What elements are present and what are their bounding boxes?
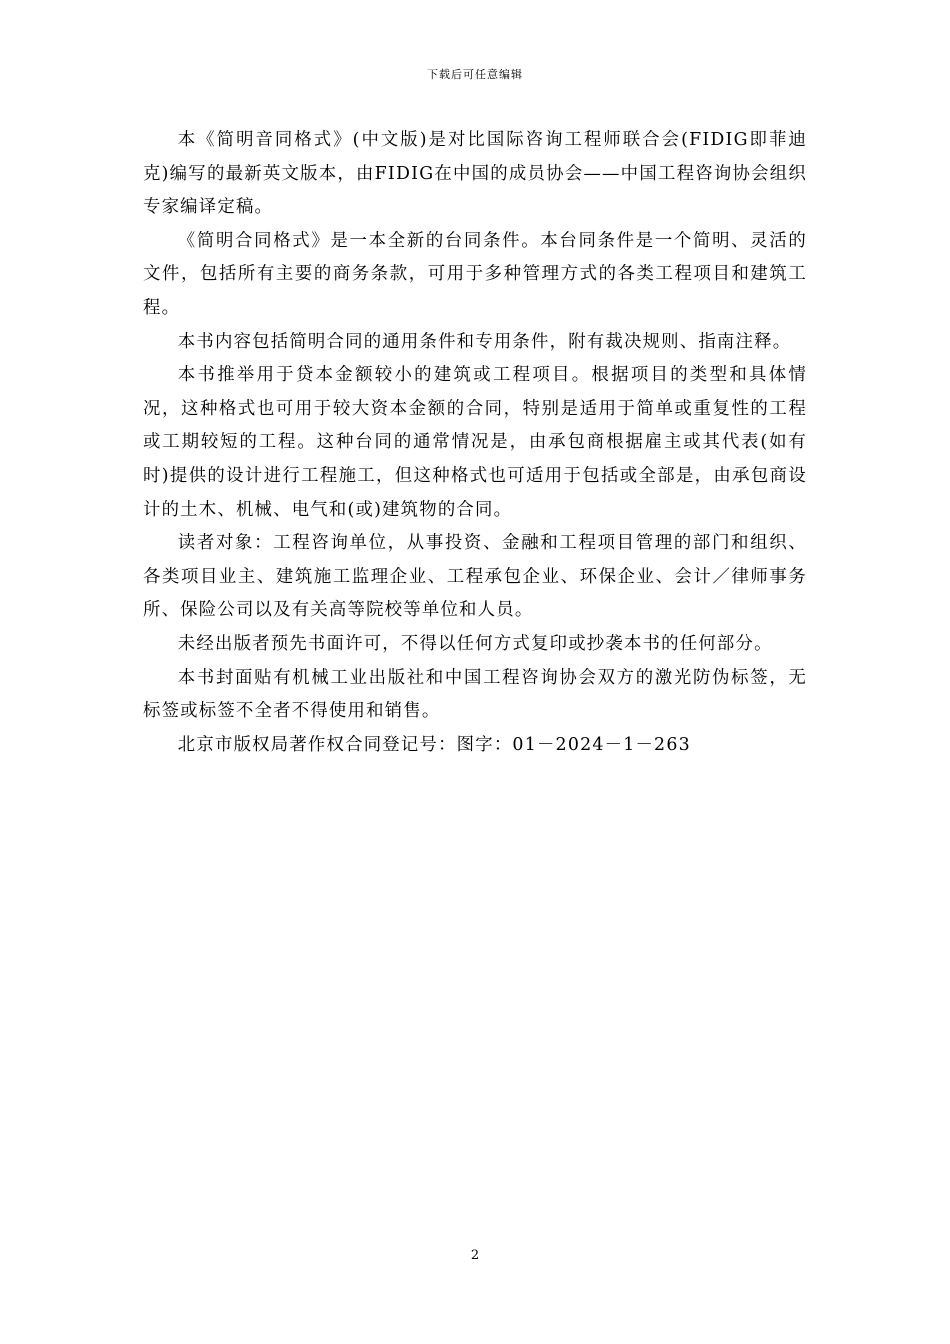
paragraph-recommended-use: 本书推举用于贷本金额较小的建筑或工程项目。根据项目的类型和具体情况，这种格式也可用于较大资本金额的合同，特别是适用于简单或重复性的工程或工期较短的工程。这种台同的通常情况是，由承包商根据雇主或其代表(如有时)提供的设计进行工程施工，但这种格式也可适用于包括或全部是，由承包商设计的土木、机械、电气和(或)建筑物的合同。 [143,365,807,520]
paragraph-registration-number: 北京市版权局著作权合同登记号：图字：01－2024－1－263 [177,734,691,755]
paragraph-target-readers: 读者对象：工程咨询单位，从事投资、金融和工程项目管理的部门和组织、各类项目业主、建筑施工监理企业、工程承包企业、环保企业、会计／律师事务所、保险公司以及有关高等院校等单位和人员。 [143,533,807,621]
paragraph-edition-note: 本《简明音同格式》(中文版)是对比国际咨询工程师联合会(FIDIG即菲迪克)编写的最新英文版本，由FIDIG在中国的成员协会——中国工程咨询协会组织专家编译定稿。 [143,130,807,218]
paragraph-book-contents: 本书内容包括简明合同的通用条件和专用条件，附有裁决规则、指南注释。 [177,331,792,352]
paragraph-contract-overview: 《简明合同格式》是一本全新的台同条件。本台同条件是一个简明、灵活的文件，包括所有主要的商务条款，可用于多种管理方式的各类工程项目和建筑工程。 [143,230,807,318]
page-number: 2 [470,1248,480,1263]
paragraph-copyright-notice: 未经出版者预先书面许可，不得以任何方式复印或抄袭本书的任何部分。 [177,633,773,654]
document-body [143,124,807,762]
paragraph-anti-counterfeit-label: 本书封面贴有机械工业出版社和中国工程咨询协会双方的激光防伪标签，无标签或标签不全者不得使用和销售。 [143,667,807,722]
header-note: 下载后可任意编辑 [427,68,523,81]
